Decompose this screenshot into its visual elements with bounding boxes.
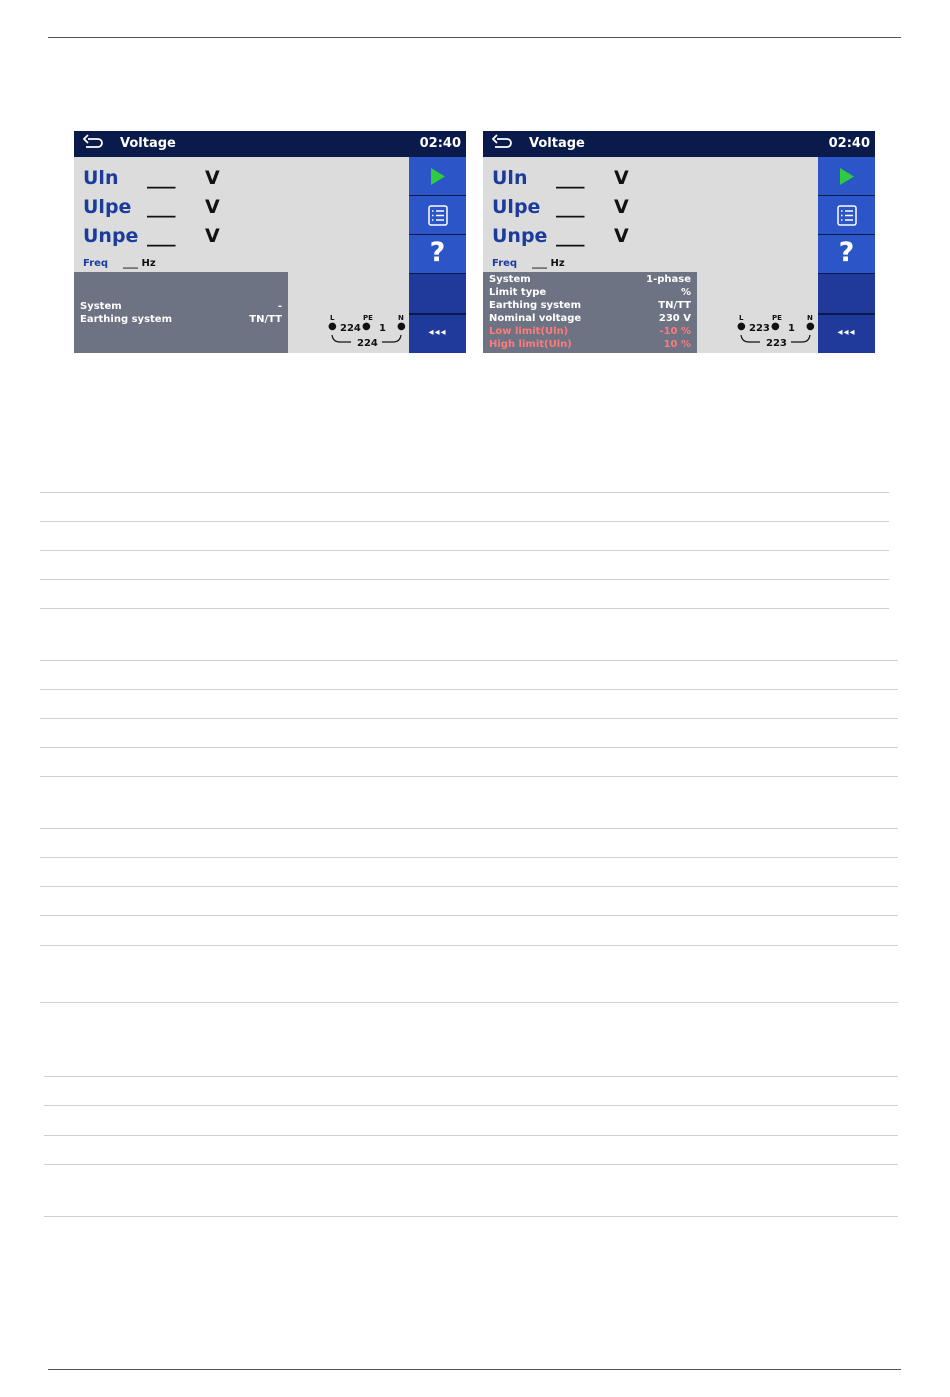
page-bottom-rule xyxy=(48,1369,901,1370)
result-label-uln: Uln xyxy=(83,167,119,189)
voltage-screen-1 xyxy=(74,131,466,353)
param-row-nominal-voltage xyxy=(489,313,691,326)
result-value-uln: ___ xyxy=(147,167,176,189)
result-label-unpe: Unpe xyxy=(83,225,139,247)
table-rule xyxy=(40,747,898,748)
list-icon xyxy=(818,196,875,235)
l-pe-voltage: 224 xyxy=(340,323,361,334)
table-rule xyxy=(40,579,889,580)
terminal-pe-label: PE xyxy=(363,314,373,322)
start-button[interactable] xyxy=(409,157,466,196)
param-row-earthing-system xyxy=(489,300,691,313)
table-rule xyxy=(40,1002,898,1003)
param-row-system xyxy=(489,274,691,287)
terminal-l-label: L xyxy=(330,314,335,322)
list-button[interactable] xyxy=(818,196,875,235)
table-rule xyxy=(40,828,898,829)
l-pe-voltage: 223 xyxy=(749,323,770,334)
freq-label: Freq xyxy=(492,258,518,269)
result-value-unpe: ___ xyxy=(147,225,176,247)
play-icon xyxy=(409,157,466,196)
terminal-diagram xyxy=(729,314,817,353)
result-unit-uln: V xyxy=(205,167,220,189)
sidebar xyxy=(409,157,466,353)
result-unit-ulpe: V xyxy=(614,196,629,218)
table-rule xyxy=(44,1105,898,1106)
list-icon xyxy=(409,196,466,235)
param-value: % xyxy=(680,287,691,298)
param-row-high-limit xyxy=(489,339,691,352)
l-n-voltage: 223 xyxy=(766,338,787,349)
table-rule xyxy=(40,857,898,858)
result-label-ulpe: Ulpe xyxy=(492,196,541,218)
result-label-uln: Uln xyxy=(492,167,528,189)
param-key: System xyxy=(489,274,531,285)
result-value-unpe: ___ xyxy=(556,225,585,247)
voltage-screen-2 xyxy=(483,131,875,353)
back-arrow-icon[interactable] xyxy=(492,134,514,152)
table-rule xyxy=(40,492,889,493)
table-rule xyxy=(44,1216,898,1217)
start-button[interactable] xyxy=(818,157,875,196)
table-rule xyxy=(40,608,889,609)
param-key: Earthing system xyxy=(489,300,582,311)
screen-header xyxy=(483,131,875,157)
param-value: 1-phase xyxy=(646,274,691,285)
table-rule xyxy=(40,886,898,887)
terminal-dot-l-icon: ● xyxy=(328,321,337,332)
freq-value: ___ Hz xyxy=(123,258,156,269)
table-rule xyxy=(44,1135,898,1136)
table-rule xyxy=(40,660,898,661)
terminal-l-label: L xyxy=(739,314,744,322)
sidebar xyxy=(818,157,875,353)
result-value-ulpe: ___ xyxy=(556,196,585,218)
result-value-ulpe: ___ xyxy=(147,196,176,218)
parameters-panel[interactable] xyxy=(483,272,697,353)
param-value: -10 % xyxy=(659,326,691,337)
param-value: - xyxy=(277,301,282,312)
table-rule xyxy=(40,550,889,551)
result-label-ulpe: Ulpe xyxy=(83,196,132,218)
terminal-diagram xyxy=(320,314,408,353)
empty-sidebar-slot xyxy=(409,274,466,314)
param-key: System xyxy=(80,301,122,312)
result-label-unpe: Unpe xyxy=(492,225,548,247)
screen-title: Voltage xyxy=(529,136,585,151)
table-rule xyxy=(40,945,898,946)
help-icon: ? xyxy=(838,237,855,268)
result-unit-uln: V xyxy=(614,167,629,189)
pe-n-voltage: 1 xyxy=(379,323,386,334)
param-key: Low limit(Uln) xyxy=(489,326,569,337)
collapse-arrows-icon: ◂◂◂ xyxy=(428,327,447,338)
page-top-rule xyxy=(48,37,901,38)
terminal-n-label: N xyxy=(398,314,404,322)
clock-time: 02:40 xyxy=(419,136,461,151)
collapse-button[interactable] xyxy=(818,314,875,353)
table-rule xyxy=(40,689,898,690)
terminal-pe-label: PE xyxy=(772,314,782,322)
help-button[interactable] xyxy=(409,235,466,274)
terminal-dot-n-icon: ● xyxy=(397,321,406,332)
screen-title: Voltage xyxy=(120,136,176,151)
param-row-earthing-system xyxy=(80,314,282,327)
table-rule xyxy=(40,915,898,916)
param-row-low-limit xyxy=(489,326,691,339)
empty-sidebar-slot xyxy=(818,274,875,314)
param-key: Limit type xyxy=(489,287,547,298)
terminal-dot-n-icon: ● xyxy=(806,321,815,332)
help-icon: ? xyxy=(429,237,446,268)
parameters-panel[interactable] xyxy=(74,272,288,353)
l-n-voltage: 224 xyxy=(357,338,378,349)
param-value: 230 V xyxy=(658,313,691,324)
pe-n-voltage: 1 xyxy=(788,323,795,334)
param-row-system xyxy=(80,301,282,314)
table-rule xyxy=(44,1164,898,1165)
screen-header xyxy=(74,131,466,157)
result-value-uln: ___ xyxy=(556,167,585,189)
param-key: Earthing system xyxy=(80,314,173,325)
list-button[interactable] xyxy=(409,196,466,235)
help-button[interactable] xyxy=(818,235,875,274)
table-rule xyxy=(40,776,898,777)
terminal-dot-l-icon: ● xyxy=(737,321,746,332)
collapse-button[interactable] xyxy=(409,314,466,353)
clock-time: 02:40 xyxy=(828,136,870,151)
param-value: TN/TT xyxy=(249,314,282,325)
table-rule xyxy=(40,718,898,719)
back-arrow-icon[interactable] xyxy=(83,134,105,152)
terminal-dot-pe-icon: ● xyxy=(771,321,780,332)
freq-value: ___ Hz xyxy=(532,258,565,269)
play-icon xyxy=(818,157,875,196)
collapse-arrows-icon: ◂◂◂ xyxy=(837,327,856,338)
table-rule xyxy=(40,521,889,522)
result-unit-unpe: V xyxy=(205,225,220,247)
param-key: Nominal voltage xyxy=(489,313,582,324)
result-unit-unpe: V xyxy=(614,225,629,247)
terminal-dot-pe-icon: ● xyxy=(362,321,371,332)
param-value: 10 % xyxy=(663,339,691,350)
result-unit-ulpe: V xyxy=(205,196,220,218)
freq-label: Freq xyxy=(83,258,109,269)
param-value: TN/TT xyxy=(658,300,691,311)
terminal-n-label: N xyxy=(807,314,813,322)
param-row-limit-type xyxy=(489,287,691,300)
param-key: High limit(Uln) xyxy=(489,339,572,350)
table-rule xyxy=(44,1076,898,1077)
